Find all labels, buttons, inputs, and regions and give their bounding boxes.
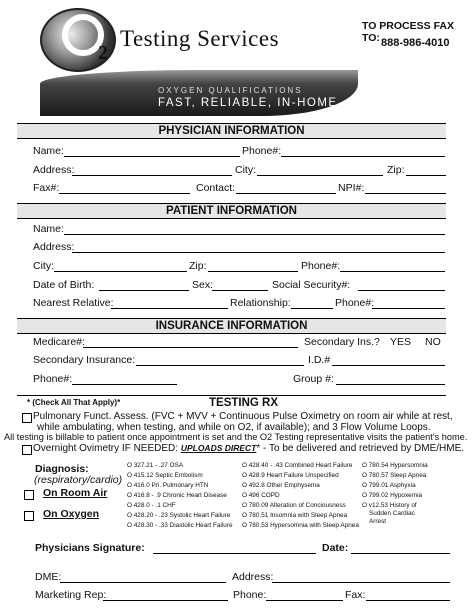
tagline-main: FAST, RELIABLE, IN-HOME <box>158 97 338 109</box>
diagnosis-code-text: 780.54 Hypersomnia <box>368 462 428 469</box>
overnight-oximetry-label <box>33 443 464 454</box>
oxygen-label: On Oxygen <box>43 508 100 520</box>
diagnosis-option[interactable]: O 492.8 Other Emphysema <box>242 482 320 489</box>
oxygen-checkbox[interactable] <box>24 511 34 521</box>
physician-contact-field[interactable] <box>236 193 336 194</box>
diagnosis-option[interactable]: O 780.57 Sleep Apnea <box>362 472 427 479</box>
diagnosis-option[interactable]: O 428.20 - .23 Systolic Heart Failure <box>127 512 231 519</box>
diagnosis-option[interactable]: O 428.40 - .43 Combined Heart Failure <box>242 462 353 469</box>
diagnosis-code-text: 428.40 - .43 Combined Heart Failure <box>248 462 353 469</box>
rep-fax-field[interactable] <box>366 600 450 601</box>
diagnosis-code-text: 780.51 Insomnia with Sleep Apnea <box>248 512 348 519</box>
secondary-ins-label: Secondary Ins.? <box>304 336 380 348</box>
pft-checkbox[interactable] <box>22 413 32 423</box>
billing-note: All testing is billable to patient once appointment is set and the O2 Testing representative visits the patient's home. <box>4 432 468 442</box>
diagnosis-option[interactable]: O 327.21 - .27 OSA <box>127 462 184 469</box>
fax-to-number: 888-986-4010 <box>381 37 450 49</box>
physician-zip-field[interactable] <box>406 175 446 176</box>
diagnosis-option[interactable]: O 428.9 Heart Failure Unspecified <box>242 472 339 479</box>
physician-npi-field[interactable] <box>365 193 446 194</box>
company-name: Testing Services <box>120 26 280 51</box>
physician-fax-field[interactable] <box>59 193 190 194</box>
diagnosis-code-text: 799.01 Asphyxia <box>368 482 416 489</box>
physician-city-field[interactable] <box>257 175 383 176</box>
physician-phone-label: Phone#: <box>242 145 282 157</box>
diagnosis-code-text: 416.8 - .9 Chronic Heart Disease <box>133 492 227 499</box>
physician-city-label: City: <box>235 164 256 176</box>
physician-phone-field[interactable] <box>281 156 445 157</box>
overnight-suffix: * - To be delivered and retrieved by DME/HME. <box>256 443 465 454</box>
patient-relative-phone-label: Phone#: <box>335 297 375 309</box>
diagnosis-option[interactable]: O 799.02 Hypoxemia <box>362 492 423 499</box>
insurance-id-label: I.D.# <box>308 354 331 366</box>
diagnosis-title: Diagnosis: <box>35 463 89 475</box>
diagnosis-code-continuation: Sudden Cardiac <box>369 510 415 517</box>
patient-relative-phone-field[interactable] <box>372 308 445 309</box>
secondary-insurance-label: Secondary Insurance: <box>33 354 136 366</box>
diagnosis-option[interactable]: O 428.30 - .33 Diastolic Heart Failure <box>127 522 233 529</box>
patient-phone-label: Phone#: <box>301 260 341 272</box>
patient-relative-field[interactable] <box>111 308 228 309</box>
diagnosis-code-text: 780.53 Hypersomnia with Sleep Apnea <box>248 522 359 529</box>
diagnosis-option[interactable]: O 416.0 Pri. Pulmonary HTN <box>127 482 209 489</box>
secondary-no-option[interactable]: NO <box>425 336 441 348</box>
diagnosis-option[interactable]: O 415.12 Septic Embolism <box>127 472 203 479</box>
insurance-id-field[interactable] <box>332 365 445 366</box>
pft-description-line2: while ambulating, when testing, and while on O2, if available); and 3 Flow Volume Loops. <box>37 422 431 433</box>
patient-sex-field[interactable] <box>212 290 268 291</box>
diagnosis-option[interactable]: O 780.53 Hypersomnia with Sleep Apnea <box>242 522 359 529</box>
diagnosis-code-text: 780.57 Sleep Apnea <box>368 472 427 479</box>
diagnosis-code-text: 327.21 - .27 OSA <box>133 462 184 469</box>
patient-zip-field[interactable] <box>208 271 298 272</box>
physician-name-field[interactable] <box>64 156 240 157</box>
diagnosis-code-text: 428.9 Heart Failure Unspecified <box>248 472 339 479</box>
room-air-label: On Room Air <box>43 487 108 499</box>
patient-dob-field[interactable] <box>99 290 189 291</box>
insurance-section-header: INSURANCE INFORMATION <box>17 318 446 334</box>
tagline-small: OXYGEN QUALIFICATIONS <box>158 86 303 95</box>
physician-name-label: Name: <box>33 145 64 157</box>
marketing-rep-label: Marketing Rep: <box>35 589 107 601</box>
patient-section-header: PATIENT INFORMATION <box>17 203 446 219</box>
diagnosis-option[interactable]: O 780.54 Hypersomnia <box>362 462 428 469</box>
diagnosis-code-text: 492.8 Other Emphysema <box>248 482 320 489</box>
diagnosis-code-continuation: Arrest <box>369 518 387 525</box>
diagnosis-code-text: 428.20 - .23 Systolic Heart Failure <box>133 512 231 519</box>
logo-digit: 2 <box>98 42 108 64</box>
medicare-field[interactable] <box>83 347 298 348</box>
diagnosis-code-text: 428.0 - .1 CHF <box>133 502 176 509</box>
diagnosis-option[interactable]: O 428.0 - .1 CHF <box>127 502 176 509</box>
uploads-direct-text: UPLOADS DIRECT <box>180 443 257 453</box>
rep-phone-field[interactable] <box>266 600 343 601</box>
check-all-note: * (Check All That Apply)* <box>27 398 121 407</box>
physician-section-header: PHYSICIAN INFORMATION <box>17 123 446 139</box>
patient-name-field[interactable] <box>64 234 445 235</box>
diagnosis-option[interactable]: O 780.51 Insomnia with Sleep Apnea <box>242 512 348 519</box>
dme-field[interactable] <box>60 582 226 583</box>
patient-zip-label: Zip: <box>189 260 207 272</box>
patient-address-label: Address: <box>33 241 75 253</box>
physician-zip-label: Zip: <box>387 164 405 176</box>
diagnosis-option[interactable]: O 496 COPD <box>242 492 280 499</box>
group-label: Group #: <box>293 373 334 385</box>
testing-section-header: TESTING RX <box>209 397 279 409</box>
patient-relative-label: Nearest Relative: <box>33 297 114 309</box>
diagnosis-code-text: 428.30 - .33 Diastolic Heart Failure <box>133 522 233 529</box>
patient-address-field[interactable] <box>72 252 445 253</box>
physician-address-label: Address: <box>33 164 75 176</box>
patient-sex-label: Sex: <box>192 279 214 291</box>
physician-signature-label: Physicians Signature: <box>35 542 145 554</box>
overnight-checkbox[interactable] <box>22 445 32 455</box>
insurance-phone-label: Phone#: <box>33 373 73 385</box>
signature-date-field[interactable] <box>351 553 450 554</box>
diagnosis-option[interactable]: O 416.8 - .9 Chronic Heart Disease <box>127 492 227 499</box>
rep-fax-label: Fax: <box>345 589 366 601</box>
secondary-insurance-field[interactable] <box>136 365 304 366</box>
patient-relationship-field[interactable] <box>291 308 333 309</box>
patient-phone-field[interactable] <box>340 271 445 272</box>
physician-fax-label: Fax#: <box>33 182 60 194</box>
insurance-phone-field[interactable] <box>72 384 177 385</box>
diagnosis-code-text: 496 COPD <box>248 492 280 499</box>
diagnosis-code-text: 799.02 Hypoxemia <box>368 492 423 499</box>
fax-to-label: TO PROCESS FAX TO: <box>362 20 454 44</box>
patient-ssn-field[interactable] <box>358 290 445 291</box>
diagnosis-code-text: v12.53 History of <box>368 502 417 509</box>
room-air-checkbox[interactable] <box>24 490 34 500</box>
diagnosis-option[interactable]: O 799.01 Asphyxia <box>362 482 416 489</box>
patient-city-label: City: <box>33 260 54 272</box>
patient-relationship-label: Relationship: <box>230 297 291 309</box>
dme-address-label: Address: <box>232 571 274 583</box>
physician-npi-label: NPI#: <box>338 182 365 194</box>
patient-city-field[interactable] <box>54 271 187 272</box>
secondary-yes-option[interactable]: YES <box>390 336 412 348</box>
dme-label: DME: <box>35 571 62 583</box>
diagnosis-code-text: 415.12 Septic Embolism <box>133 472 203 479</box>
marketing-rep-field[interactable] <box>103 600 228 601</box>
diagnosis-code-text: 780.09 Alteration of Conciousness <box>248 502 346 509</box>
rep-phone-label: Phone: <box>233 589 267 601</box>
dme-address-field[interactable] <box>272 582 450 583</box>
signature-date-label: Date: <box>322 542 349 554</box>
medicare-label: Medicare#: <box>33 336 85 348</box>
physician-address-field[interactable] <box>72 175 232 176</box>
overnight-prefix: Overnight Ovimetry IF NEEDED: <box>33 443 181 454</box>
physician-contact-label: Contact: <box>196 182 236 194</box>
pft-description-line1: Pulmonary Funct. Assess. (FVC + MVV + Continuous Pulse Oximetry on room air while at rest, <box>33 411 453 422</box>
diagnosis-subtitle: (respiratory/cardio) <box>34 474 123 486</box>
patient-dob-label: Date of Birth: <box>33 279 95 291</box>
testing-divider <box>17 395 446 396</box>
physician-signature-field[interactable] <box>153 553 316 554</box>
patient-ssn-label: Social Security#: <box>272 279 351 291</box>
group-field[interactable] <box>336 384 445 385</box>
diagnosis-option[interactable]: O v12.53 History of <box>362 502 417 509</box>
diagnosis-code-text: 416.0 Pri. Pulmonary HTN <box>133 482 209 489</box>
diagnosis-option[interactable]: O 780.09 Alteration of Conciousness <box>242 502 346 509</box>
patient-name-label: Name: <box>33 223 64 235</box>
